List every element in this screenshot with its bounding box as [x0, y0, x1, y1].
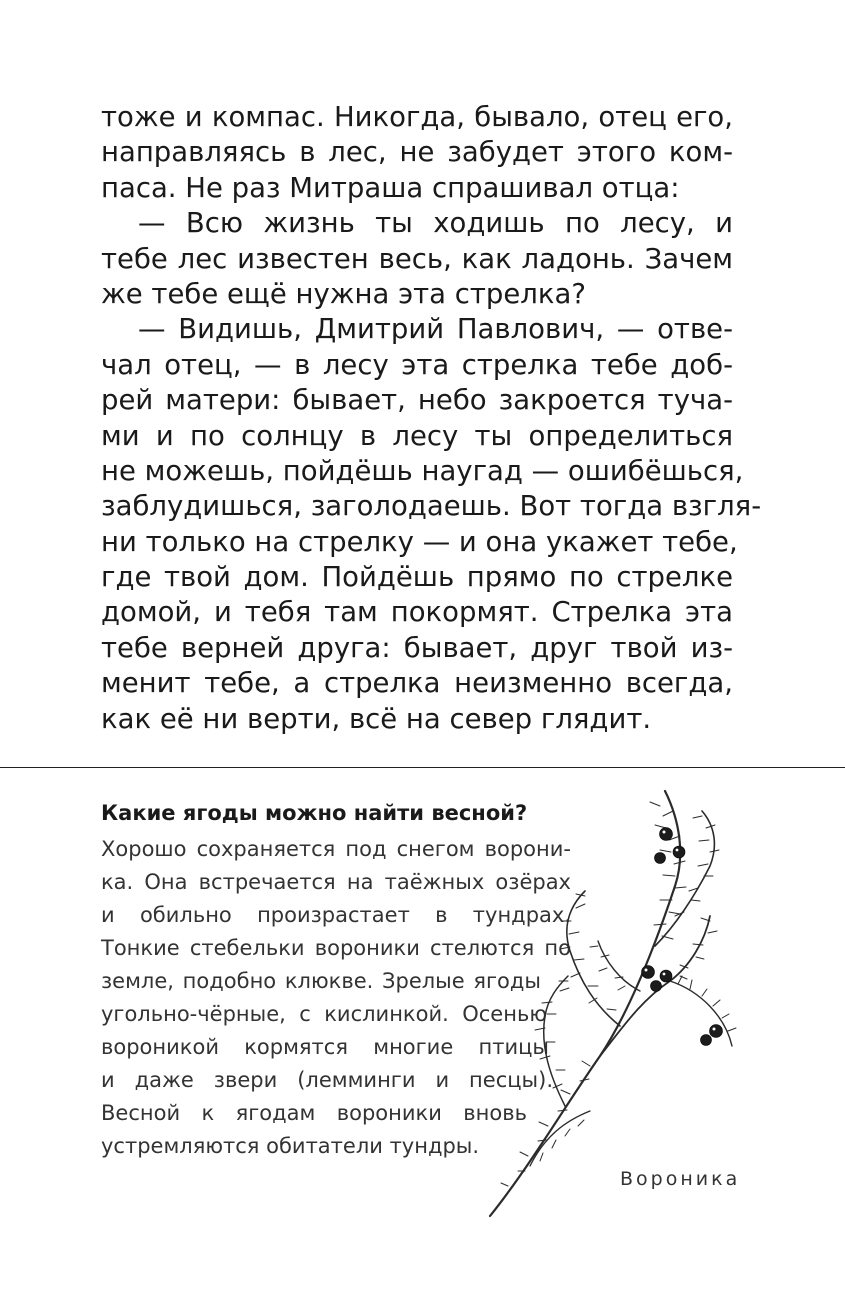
text-line: же тебе ещё нужна эта стрелка?: [101, 277, 586, 310]
illustration-caption: Вороника: [620, 1168, 741, 1190]
sidebar-heading: Какие ягоды можно найти весной?: [101, 801, 528, 825]
text-line: ми и по солнцу в лесу ты определиться: [101, 419, 733, 452]
text-line: направляясь в лес, не забудет этого ком-: [101, 136, 733, 169]
text-line: — Видишь, Дмитрий Павлович, — отве-: [138, 313, 733, 346]
text-line: паса. Не раз Митраша спрашивал отца:: [101, 171, 680, 204]
sidebar-line: устремляются обитатели тундры.: [101, 1134, 480, 1158]
sidebar-line: ка. Она встречается на таёжных озёрах: [101, 870, 571, 894]
sidebar-line: земле, подобно клюкве. Зрелые ягоды: [101, 969, 541, 993]
text-line: тебе лес известен весь, как ладонь. Зачем: [101, 242, 733, 275]
text-line: менит тебе, а стрелка неизменно всегда,: [101, 667, 733, 700]
crowberry-illustration: [470, 776, 770, 1221]
text-line: — Всю жизнь ты ходишь по лесу, и: [138, 207, 733, 240]
text-line: заблудишься, заголодаешь. Вот тогда взгля-: [101, 490, 762, 523]
text-line: где твой дом. Пойдёшь прямо по стрелке: [101, 561, 733, 594]
sidebar-line: Весной к ягодам вороники вновь: [101, 1101, 527, 1125]
section-divider: [0, 767, 845, 768]
sidebar-line: вороникой кормятся многие птицы: [101, 1035, 549, 1059]
text-line: не можешь, пойдёшь наугад — ошибёшься,: [101, 454, 744, 487]
text-line: рей матери: бывает, небо закроется туча-: [101, 384, 733, 417]
text-line: как её ни верти, всё на север глядит.: [101, 702, 652, 735]
main-text: [101, 100, 762, 737]
sidebar-line: угольно-чёрные, с кислинкой. Осенью: [101, 1002, 547, 1026]
text-line: чал отец, — в лесу эта стрелка тебе доб-: [101, 348, 733, 381]
sidebar-line: Хорошо сохраняется под снегом ворони-: [101, 837, 571, 861]
text-line: тебе верней друга: бывает, друг твой из-: [101, 631, 733, 664]
text-line: тоже и компас. Никогда, бывало, отец его,: [101, 101, 733, 133]
text-line: домой, и тебя там покормят. Стрелка эта: [101, 596, 733, 629]
text-line: ни только на стрелку — и она укажет тебе,: [101, 525, 738, 558]
sidebar-line: и обильно произрастает в тундрах.: [101, 903, 571, 927]
sidebar-line: и даже звери (лемминги и песцы).: [101, 1068, 553, 1092]
sidebar-line: Тонкие стебельки вороники стелются по: [101, 936, 571, 960]
